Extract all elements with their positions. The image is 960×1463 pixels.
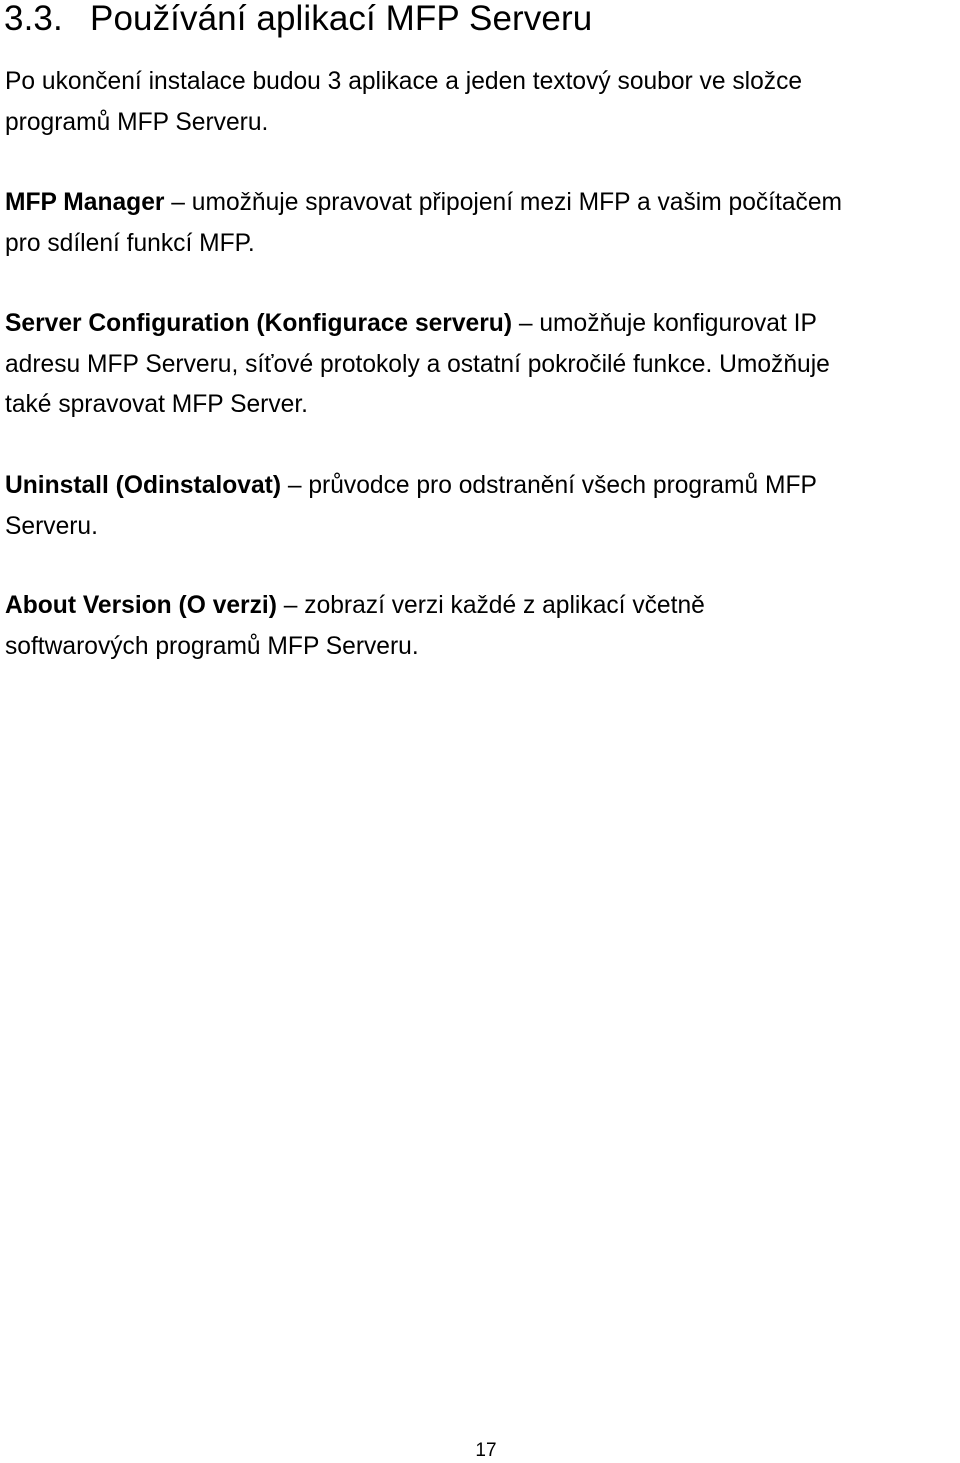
uninstall-term: Uninstall (Odinstalovat) <box>5 472 282 499</box>
section-heading <box>4 0 592 40</box>
server-configuration-paragraph <box>5 304 830 426</box>
uninstall-paragraph <box>5 466 817 547</box>
about-version-description: – zobrazí verzi každé z aplikací včetně <box>276 592 705 619</box>
intro-line-1: Po ukončení instalace budou 3 aplikace a jeden textový soubor ve složce <box>5 68 803 95</box>
page-number: 17 <box>475 1440 497 1461</box>
uninstall-description: – průvodce pro odstranění všech programů MFP <box>281 472 817 499</box>
uninstall-line-1 <box>5 466 817 507</box>
intro-paragraph <box>5 62 802 143</box>
server-configuration-description: – umožňuje konfigurovat IP <box>512 310 817 337</box>
section-number: 3.3. <box>4 0 63 38</box>
uninstall-line-2: Serveru. <box>5 512 98 540</box>
server-configuration-line-3: také spravovat MFP Server. <box>5 391 308 418</box>
mfp-manager-paragraph <box>5 183 842 264</box>
section-title: Používání aplikací MFP Serveru <box>90 0 593 38</box>
mfp-manager-term: MFP Manager <box>5 189 165 216</box>
server-configuration-term: Server Configuration (Konfigurace serveru) <box>5 310 513 337</box>
about-version-term: About Version (O verzi) <box>5 592 277 619</box>
about-version-paragraph <box>5 586 705 667</box>
mfp-manager-line-1 <box>5 183 842 224</box>
intro-line-2: programů MFP Serveru. <box>5 108 269 136</box>
server-configuration-line-2: adresu MFP Serveru, síťové protokoly a ostatní pokročilé funkce. Umožňuje <box>5 350 830 378</box>
mfp-manager-line-2: pro sdílení funkcí MFP. <box>5 229 255 257</box>
server-configuration-line-1 <box>5 304 830 345</box>
about-version-line-2: softwarových programů MFP Serveru. <box>5 632 419 660</box>
about-version-line-1 <box>5 586 705 627</box>
mfp-manager-description: – umožňuje spravovat připojení mezi MFP a vašim počítačem <box>164 189 842 216</box>
